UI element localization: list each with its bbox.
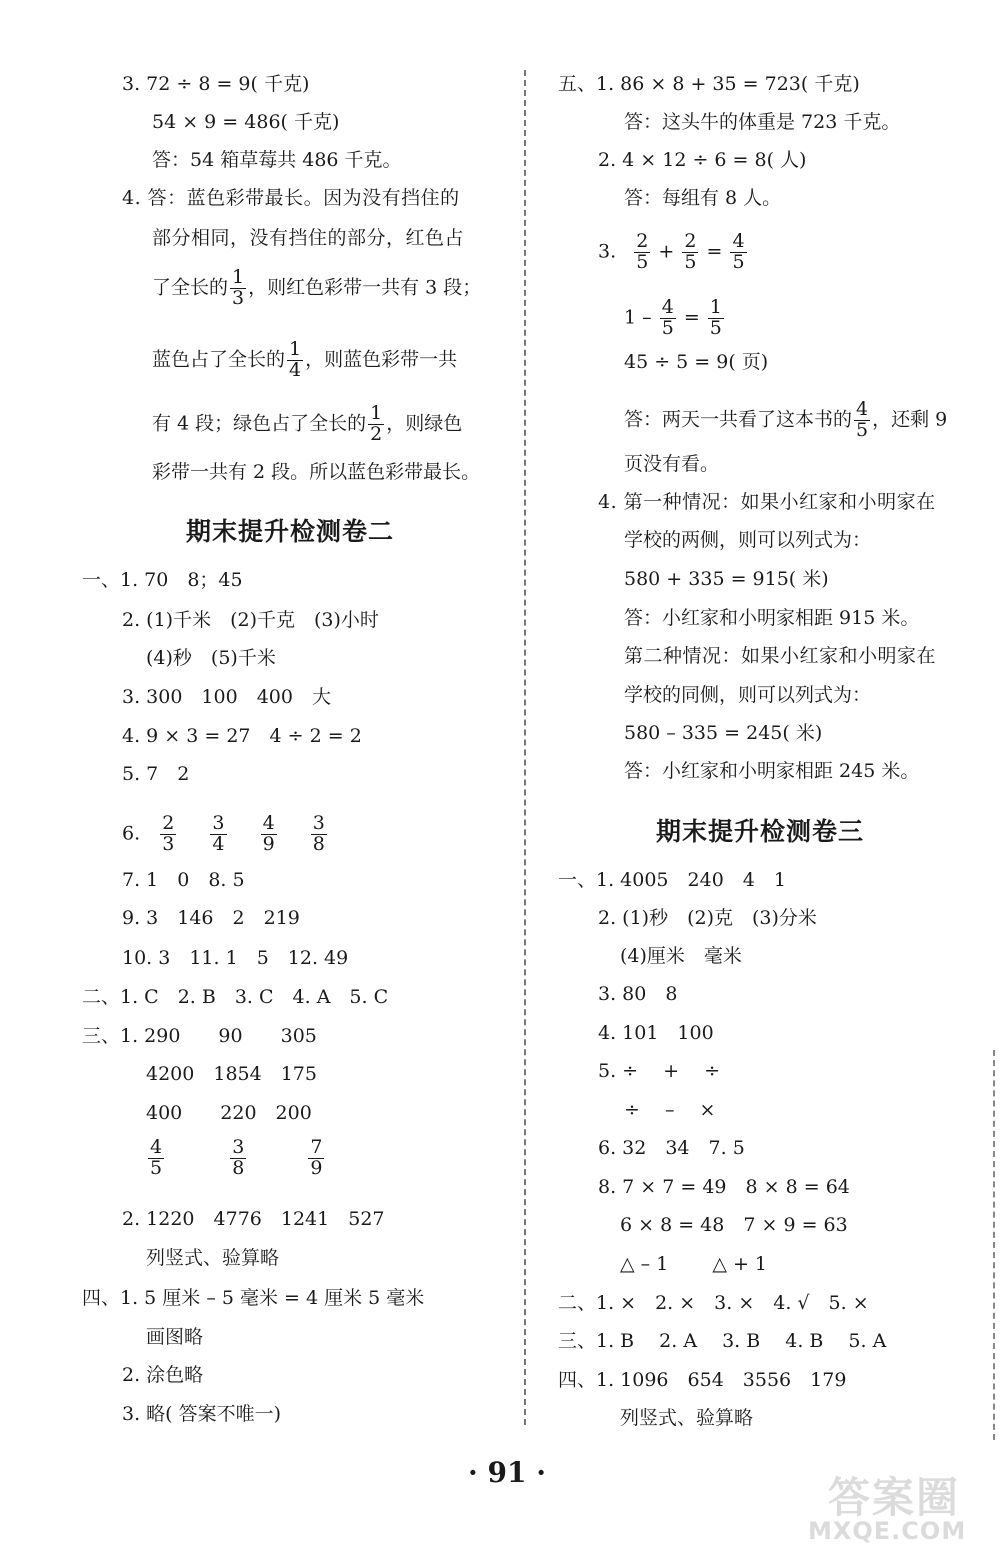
answer-line [122,814,329,855]
answer-line: 第二种情况：如果小红家和小明家在 [624,645,937,667]
answer-line: 4. 101 100 [598,1022,714,1044]
answer-line [598,232,749,273]
text-segment: 蓝色占了全长的 [152,348,286,371]
answer-line: 学校的两侧，则可以列式为： [624,529,872,551]
answer-line: 5. 7 2 [122,763,190,785]
answer-line: 四、1. 5 厘米 – 5 毫米 = 4 厘米 5 毫米 [82,1287,425,1309]
answer-line: 2. (1)秒 (2)克 (3)分米 [598,907,817,929]
text-segment: ，则蓝色彩带一共 [305,348,458,371]
answer-line: 5. ÷ + ÷ [598,1060,721,1082]
fraction: $\frac{1}{2}$ [370,402,383,445]
answer-line [146,1138,326,1179]
answer-line: 4200 1854 175 [146,1063,317,1085]
text-segment: 3. [598,240,617,263]
fraction: $\frac{3}{8}$ [232,1136,245,1179]
watermark-text: 答案圈 [828,1473,961,1522]
text-segment: 6. [122,822,141,845]
answer-line: 6 × 8 = 48 7 × 9 = 63 [620,1214,848,1236]
fraction: $\frac{4}{5}$ [661,296,674,339]
answer-line: 3. 300 100 400 大 [122,686,331,708]
answer-line: 列竖式、验算略 [146,1247,280,1269]
text-segment: 1 – [624,306,652,329]
answer-line: 一、1. 4005 240 4 1 [558,869,786,891]
answer-line: 答：54 箱草莓共 486 千克。 [152,149,402,171]
answer-line: 4. 答：蓝色彩带最长。因为没有挡住的 [122,187,460,209]
answer-line: (4)厘米 毫米 [620,945,742,967]
operator: = [683,306,700,329]
answer-line: 一、1. 70 8；45 [82,569,243,591]
text-segment: 有 4 段；绿色占了全长的 [152,412,367,435]
text-segment: ，则红色彩带一共有 3 段； [248,276,482,299]
text-segment: ，则绿色 [386,412,463,435]
answer-line: 二、1. × 2. × 3. × 4. √ 5. × [558,1292,869,1314]
answer-line: 6. 32 34 7. 5 [598,1137,745,1159]
fraction: $\frac{3}{8}$ [312,812,325,855]
page-edge-marks [993,1050,995,1440]
answer-line: 2. (1)千米 (2)千克 (3)小时 [122,609,379,631]
watermark-url: MXQE.COM [808,1517,967,1545]
fraction: $\frac{4}{9}$ [262,812,275,855]
section-title: 期末提升检测卷三 [656,817,865,846]
answer-line: 答：小红家和小明家相距 915 米。 [624,607,920,629]
answer-line: 四、1. 1096 654 3556 179 [558,1369,847,1391]
page-number: · 91 · [468,1456,546,1489]
fraction: $\frac{3}{4}$ [212,812,225,855]
fraction: $\frac{1}{3}$ [232,266,245,309]
answer-line [624,298,726,339]
fraction: $\frac{1}{5}$ [709,296,722,339]
answer-line: 4. 第一种情况：如果小红家和小明家在 [598,491,936,513]
answer-line [152,268,481,309]
fraction: $\frac{2}{3}$ [162,812,175,855]
answer-line [624,400,947,441]
answer-line: 3. 略( 答案不唯一) [122,1403,282,1425]
fraction: $\frac{2}{5}$ [636,230,649,273]
text-segment: ，还剩 9 [872,408,948,431]
answer-line: ÷ – × [624,1099,716,1121]
answer-line: 10. 3 11. 1 5 12. 49 [122,947,349,969]
answer-line: 400 220 200 [146,1102,312,1124]
answer-line: (4)秒 (5)千米 [146,647,276,669]
fraction: $\frac{4}{5}$ [732,230,745,273]
column-divider [524,70,526,1425]
operator: = [706,240,723,263]
answer-line: 学校的同侧，则可以列式为： [624,684,872,706]
answer-line: 3. 80 8 [598,983,678,1005]
answer-line: 54 × 9 = 486( 千克) [152,111,340,133]
answer-line: 580 + 335 = 915( 米) [624,568,829,590]
answer-line [152,404,462,445]
answer-line: 9. 3 146 2 219 [122,907,300,929]
answer-line: 二、1. C 2. B 3. C 4. A 5. C [82,986,389,1008]
answer-line: 7. 1 0 8. 5 [122,869,245,891]
answer-line: 2. 1220 4776 1241 527 [122,1208,385,1230]
answer-line: 答：小红家和小明家相距 245 米。 [624,760,920,782]
answer-line: 页没有看。 [624,453,720,475]
text-segment: 答：两天一共看了这本书的 [624,408,853,431]
answer-line: 列竖式、验算略 [620,1407,754,1429]
answer-line: 答：这头牛的体重是 723 千克。 [624,111,901,133]
answer-line: 画图略 [146,1326,204,1348]
answer-line: 8. 7 × 7 = 49 8 × 8 = 64 [598,1176,850,1198]
answer-line: 五、1. 86 × 8 + 35 = 723( 千克) [558,73,860,95]
answer-line: 三、1. 290 90 305 [82,1025,317,1047]
answer-line: 45 ÷ 5 = 9( 页) [624,351,769,373]
text-segment: 了全长的 [152,276,229,299]
fraction: $\frac{4}{5}$ [150,1136,163,1179]
answer-line: 三、1. B 2. A 3. B 4. B 5. A [558,1330,887,1352]
fraction: $\frac{2}{5}$ [684,230,697,273]
answer-line [152,340,457,381]
fraction: $\frac{7}{9}$ [310,1136,323,1179]
answer-line: 答：每组有 8 人。 [624,187,782,209]
watermark-logo [808,1465,993,1545]
answer-line: 4. 9 × 3 = 27 4 ÷ 2 = 2 [122,725,362,747]
fraction: $\frac{1}{4}$ [289,338,302,381]
fraction: $\frac{4}{5}$ [856,398,869,441]
answer-line: 2. 涂色略 [122,1364,204,1386]
answer-line: 3. 72 ÷ 8 = 9( 千克) [122,73,310,95]
section-title: 期末提升检测卷二 [186,517,395,546]
operator: + [658,240,675,263]
answer-line: △ – 1 △ + 1 [620,1253,768,1275]
answer-line: 580 – 335 = 245( 米) [624,722,823,744]
answer-line: 2. 4 × 12 ÷ 6 = 8( 人) [598,149,807,171]
answer-line: 部分相同，没有挡住的部分，红色占 [152,227,465,249]
answer-line: 彩带一共有 2 段。所以蓝色彩带最长。 [152,461,481,483]
